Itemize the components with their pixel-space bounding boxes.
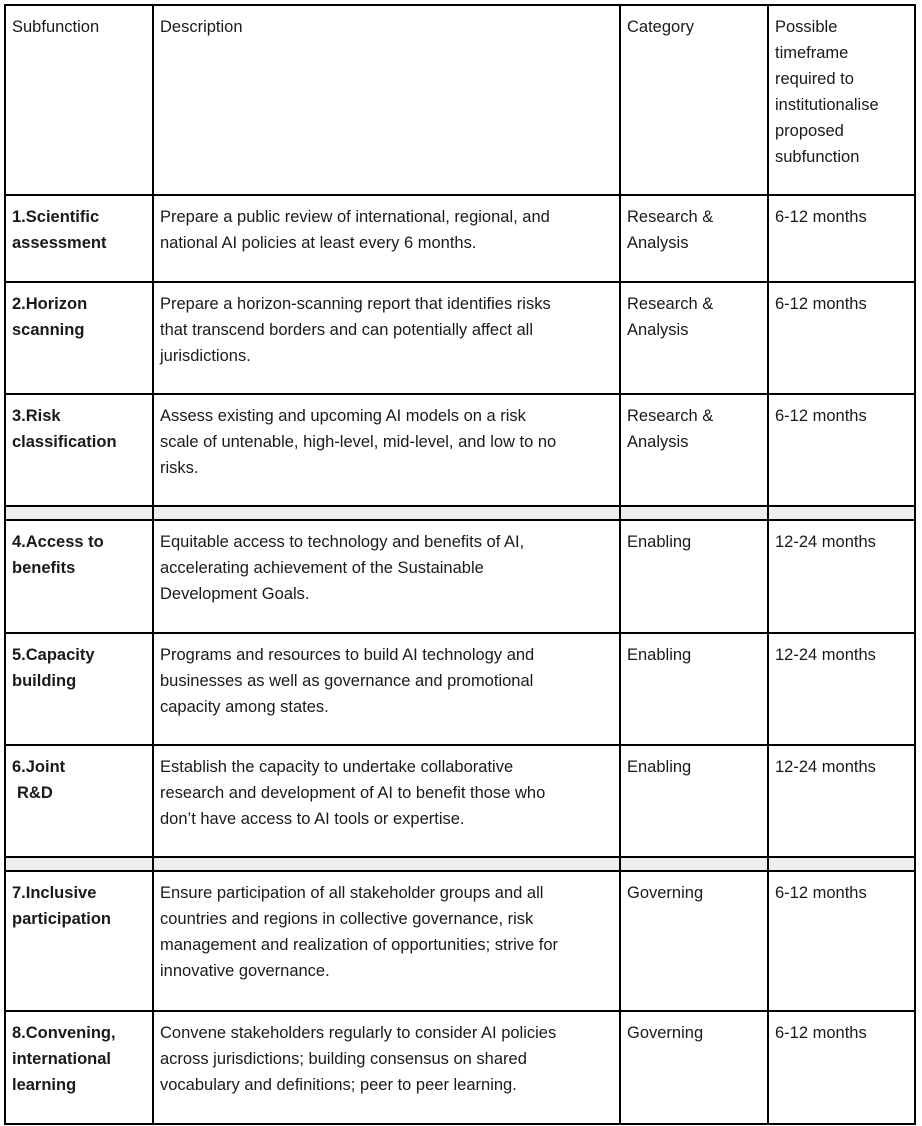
category-line: Governing xyxy=(627,884,704,902)
table-row xyxy=(5,745,915,857)
separator-cell xyxy=(768,857,915,871)
timeframe-cell xyxy=(768,1011,915,1124)
timeframe-value: 6-12 months xyxy=(775,884,867,902)
timeframe-value: 12-24 months xyxy=(775,646,876,664)
description-line: Ensure participation of all stakeholder groups and all xyxy=(160,884,544,902)
description-line: that transcend borders and can potentially affect all xyxy=(160,321,534,339)
timeframe-cell xyxy=(768,633,915,745)
subfunction-cell xyxy=(5,871,153,1011)
description-line: capacity among states. xyxy=(160,698,329,716)
description-line: research and development of AI to benefit those who xyxy=(160,784,546,802)
description-cell xyxy=(153,282,620,394)
section-separator-row xyxy=(5,506,915,520)
header-category xyxy=(620,5,768,195)
subfunction-line: 6.Joint xyxy=(12,758,66,776)
table-row xyxy=(5,282,915,394)
table-row xyxy=(5,1011,915,1124)
category-cell xyxy=(620,1011,768,1124)
table-header-row xyxy=(5,5,915,195)
description-line: management and realization of opportunities; strive for xyxy=(160,936,559,954)
timeframe-value: 12-24 months xyxy=(775,758,876,776)
subfunction-line: 2.Horizon xyxy=(12,295,88,313)
description-line: businesses as well as governance and promotional xyxy=(160,672,534,690)
separator-cell xyxy=(5,857,153,871)
subfunction-cell xyxy=(5,745,153,857)
subfunction-line: 8.Convening, xyxy=(12,1024,116,1042)
description-line: across jurisdictions; building consensus on shared xyxy=(160,1050,527,1068)
table-row xyxy=(5,871,915,1011)
category-cell xyxy=(620,633,768,745)
description-line: Assess existing and upcoming AI models on a risk xyxy=(160,407,526,425)
separator-cell xyxy=(153,857,620,871)
subfunction-cell xyxy=(5,282,153,394)
timeframe-value: 6-12 months xyxy=(775,295,867,313)
section-separator-row xyxy=(5,857,915,871)
table-row xyxy=(5,520,915,633)
description-line: Development Goals. xyxy=(160,585,310,603)
category-cell xyxy=(620,871,768,1011)
description-line: risks. xyxy=(160,459,199,477)
subfunction-line: scanning xyxy=(12,321,85,339)
category-cell xyxy=(620,282,768,394)
description-line: scale of untenable, high-level, mid-level, and low to no xyxy=(160,433,557,451)
category-line: Enabling xyxy=(627,533,692,551)
subfunction-cell xyxy=(5,195,153,282)
timeframe-cell xyxy=(768,871,915,1011)
header-subfunction-label: Subfunction xyxy=(12,18,100,36)
description-line: Prepare a horizon-scanning report that identifies risks xyxy=(160,295,551,313)
table-row xyxy=(5,195,915,282)
header-timeframe-line: Possible xyxy=(775,18,838,36)
timeframe-cell xyxy=(768,282,915,394)
subfunction-line: 4.Access to xyxy=(12,533,104,551)
description-line: jurisdictions. xyxy=(160,347,251,365)
header-description-label: Description xyxy=(160,18,243,36)
subfunction-line: 7.Inclusive xyxy=(12,884,97,902)
subfunction-line: 1.Scientific xyxy=(12,208,100,226)
subfunction-line: building xyxy=(12,672,77,690)
description-cell xyxy=(153,394,620,506)
subfunction-cell xyxy=(5,520,153,633)
header-timeframe-line: timeframe xyxy=(775,44,849,62)
timeframe-value: 6-12 months xyxy=(775,1024,867,1042)
category-line: Research & xyxy=(627,295,714,313)
timeframe-cell xyxy=(768,520,915,633)
header-timeframe-line: subfunction xyxy=(775,148,860,166)
category-line: Analysis xyxy=(627,321,689,339)
category-cell xyxy=(620,745,768,857)
subfunction-line: benefits xyxy=(12,559,76,577)
category-line: Enabling xyxy=(627,758,692,776)
category-line: Enabling xyxy=(627,646,692,664)
description-line: Convene stakeholders regularly to consider AI policies xyxy=(160,1024,557,1042)
description-cell xyxy=(153,633,620,745)
separator-cell xyxy=(620,506,768,520)
description-cell xyxy=(153,871,620,1011)
category-cell xyxy=(620,394,768,506)
subfunction-line: learning xyxy=(12,1076,77,1094)
subfunction-cell xyxy=(5,394,153,506)
category-line: Research & xyxy=(627,407,714,425)
category-line: Analysis xyxy=(627,433,689,451)
category-cell xyxy=(620,520,768,633)
subfunction-cell xyxy=(5,633,153,745)
timeframe-cell xyxy=(768,745,915,857)
timeframe-cell xyxy=(768,195,915,282)
description-cell xyxy=(153,745,620,857)
subfunction-cell xyxy=(5,1011,153,1124)
description-line: countries and regions in collective governance, risk xyxy=(160,910,534,928)
description-line: accelerating achievement of the Sustainable xyxy=(160,559,484,577)
separator-cell xyxy=(768,506,915,520)
category-line: Research & xyxy=(627,208,714,226)
description-line: innovative governance. xyxy=(160,962,330,980)
description-line: Equitable access to technology and benefits of AI, xyxy=(160,533,525,551)
table-row xyxy=(5,633,915,745)
subfunction-line: international xyxy=(12,1050,112,1068)
description-line: vocabulary and definitions; peer to peer learning. xyxy=(160,1076,517,1094)
subfunction-line: participation xyxy=(12,910,112,928)
subfunctions-table xyxy=(4,4,916,1125)
header-timeframe-line: proposed xyxy=(775,122,844,140)
category-line: Governing xyxy=(627,1024,704,1042)
subfunction-line: assessment xyxy=(12,234,107,252)
description-cell xyxy=(153,1011,620,1124)
subfunction-line: 5.Capacity xyxy=(12,646,95,664)
subfunction-line: classification xyxy=(12,433,117,451)
category-cell xyxy=(620,195,768,282)
description-line: Programs and resources to build AI technology and xyxy=(160,646,535,664)
timeframe-value: 12-24 months xyxy=(775,533,876,551)
header-timeframe xyxy=(768,5,915,195)
header-subfunction xyxy=(5,5,153,195)
separator-cell xyxy=(153,506,620,520)
description-line: national AI policies at least every 6 months. xyxy=(160,234,477,252)
header-timeframe-line: required to xyxy=(775,70,854,88)
category-line: Analysis xyxy=(627,234,689,252)
separator-cell xyxy=(620,857,768,871)
description-cell xyxy=(153,520,620,633)
separator-cell xyxy=(5,506,153,520)
description-line: Establish the capacity to undertake collaborative xyxy=(160,758,514,776)
description-line: don’t have access to AI tools or expertise. xyxy=(160,810,465,828)
table-row xyxy=(5,394,915,506)
header-description xyxy=(153,5,620,195)
header-timeframe-line: institutionalise xyxy=(775,96,879,114)
timeframe-value: 6-12 months xyxy=(775,407,867,425)
timeframe-cell xyxy=(768,394,915,506)
header-category-label: Category xyxy=(627,18,694,36)
subfunction-line: R&D xyxy=(17,784,53,802)
description-cell xyxy=(153,195,620,282)
timeframe-value: 6-12 months xyxy=(775,208,867,226)
description-line: Prepare a public review of international, regional, and xyxy=(160,208,550,226)
subfunction-line: 3.Risk xyxy=(12,407,61,425)
